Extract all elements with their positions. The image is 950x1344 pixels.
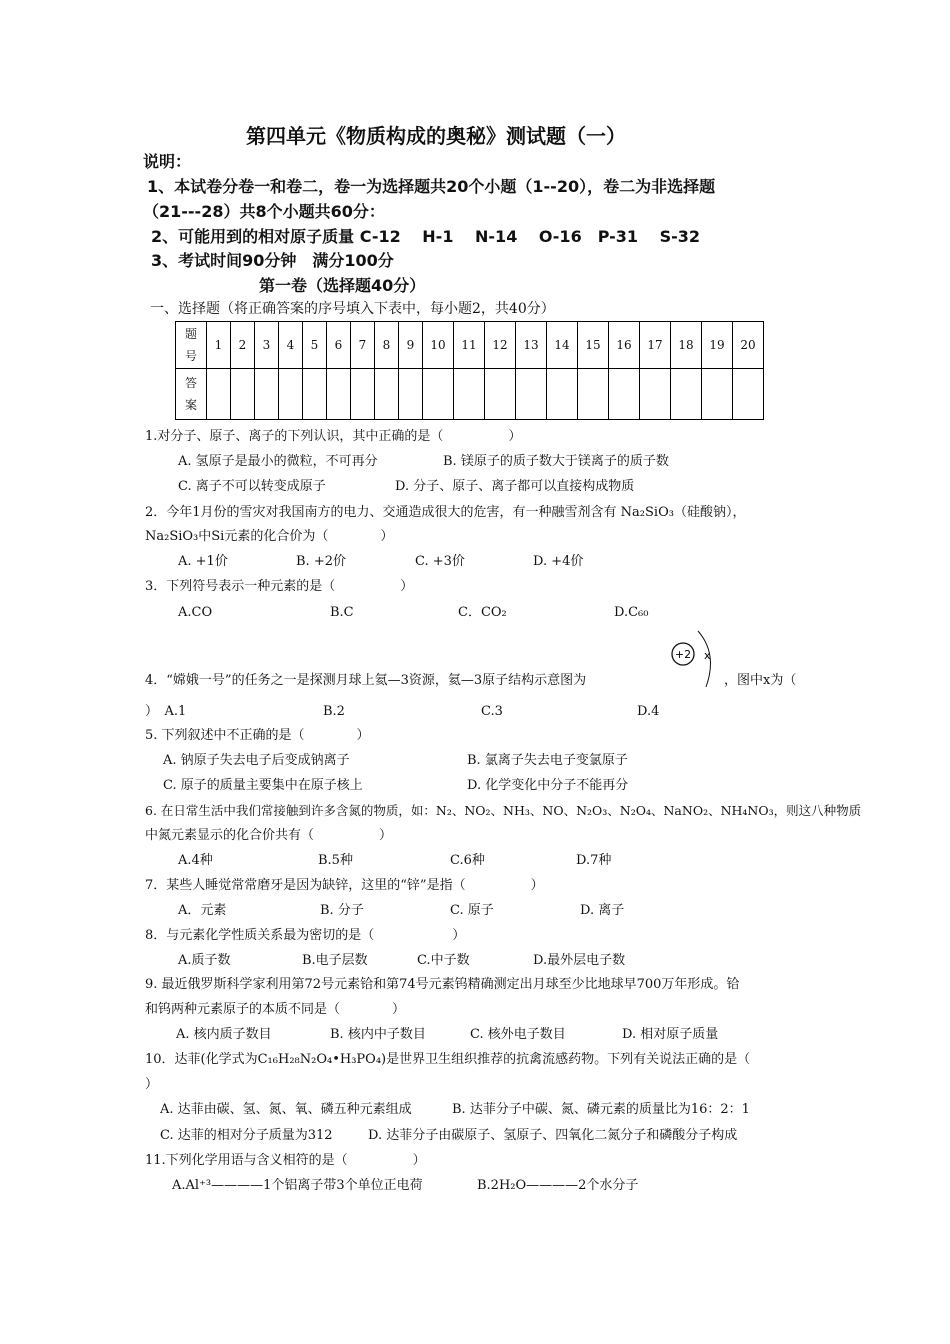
q3-stem: 3．下列符号表示一种元素的是（ ） [145, 579, 414, 594]
q6-stem-a: 6. 在日常生活中我们常接触到许多含氮的物质，如：N₂、NO₂、NH₃、NO、N₂O₃、N₂O₄、NaNO₂、NH₄NO₃，则这八种物质 [145, 803, 862, 818]
answer-cell[interactable] [578, 369, 609, 420]
q6-option-b: B.5种 [318, 853, 353, 868]
q1-option-c: C. 离子不可以转变成原子 [178, 479, 326, 494]
q2-option-b: B. +2价 [296, 554, 346, 569]
q7-option-d: D. 离子 [580, 903, 625, 918]
page-title: 第四单元《物质构成的奥秘》测试题（一） [246, 124, 626, 148]
number-cell: 20 [733, 322, 764, 369]
note-1b: （21---28）共8个小题共60分： [143, 202, 385, 221]
q3-option-b: B.C [330, 605, 354, 620]
number-cell: 17 [640, 322, 671, 369]
number-cell: 15 [578, 322, 609, 369]
number-cell: 2 [231, 322, 255, 369]
answer-cell[interactable] [423, 369, 454, 420]
number-row [176, 322, 764, 369]
number-cell: 6 [327, 322, 351, 369]
answer-cell[interactable] [279, 369, 303, 420]
q8-option-c: C.中子数 [417, 953, 470, 968]
q4-stem-a: 4．“嫦娥一号”的任务之一是探测月球上氦—3资源，氦—3原子结构示意图为 [145, 673, 587, 688]
q4-option-c: C.3 [481, 704, 503, 719]
q2-option-a: A. +1价 [178, 554, 228, 569]
number-cell: 12 [485, 322, 516, 369]
answer-cell[interactable] [702, 369, 733, 420]
q2-option-c: C. +3价 [415, 554, 465, 569]
q10-option-b: B. 达菲分子中碳、氮、磷元素的质量比为16：2：1 [452, 1102, 750, 1117]
q2-stem-b: Na₂SiO₃中Si元素的化合价为（ ） [145, 529, 394, 544]
q1-stem: 1.对分子、原子、离子的下列认识，其中正确的是（ ） [145, 429, 522, 444]
q5-option-a: A. 钠原子失去电子后变成钠离子 [163, 753, 350, 768]
q5-option-d: D. 化学变化中分子不能再分 [467, 778, 629, 793]
q5-option-c: C. 原子的质量主要集中在原子核上 [163, 778, 363, 793]
header-char: 题 [184, 327, 197, 341]
number-cell: 10 [423, 322, 454, 369]
q4-option-b: B.2 [323, 704, 345, 719]
notes-heading: 说明： [143, 152, 192, 171]
answer-cell[interactable] [399, 369, 423, 420]
answer-cell[interactable] [375, 369, 399, 420]
q7-option-c: C. 原子 [450, 903, 494, 918]
q10-stem-b: ） [145, 1077, 159, 1092]
q3-option-d: D.C₆₀ [614, 605, 649, 620]
q9-stem-a: 9. 最近俄罗斯科学家利用第72号元素铪和第74号元素钨精确测定出月球至少比地球早700万年形成。铪 [145, 977, 740, 992]
answer-cell[interactable] [640, 369, 671, 420]
answer-cell[interactable] [327, 369, 351, 420]
q10-stem-a: 10．达菲(化学式为C₁₆H₂₈N₂O₄•H₃PO₄)是世界卫生组织推荐的抗禽流感药物。下列有关说法正确的是（ [145, 1052, 751, 1067]
answer-cell[interactable] [454, 369, 485, 420]
q4-stem-b: ，图中x为（ [724, 673, 797, 688]
number-cell: 13 [516, 322, 547, 369]
section1-heading: 一、选择题（将正确答案的序号填入下表中，每小题2，共40分） [150, 301, 555, 317]
q10-option-a: A. 达菲由碳、氢、氮、氧、磷五种元素组成 [160, 1102, 412, 1117]
header-char: 号 [184, 349, 197, 363]
q7-option-a: A．元素 [178, 903, 227, 918]
q2-option-d: D. +4价 [533, 554, 584, 569]
number-cell: 14 [547, 322, 578, 369]
q6-stem-b: 中氮元素显示的化合价共有（ ） [145, 828, 393, 843]
q9-stem-b: 和钨两种元素原子的本质不同是（ ） [145, 1002, 406, 1017]
atom-structure-diagram [668, 625, 728, 695]
q5-option-b: B. 氯离子失去电子变氯原子 [467, 753, 628, 768]
number-cell: 9 [399, 322, 423, 369]
number-row-header [176, 322, 207, 369]
q9-option-d: D. 相对原子质量 [622, 1027, 719, 1042]
answer-cell[interactable] [485, 369, 516, 420]
q11-option-a: A.Al⁺³————1个铝离子带3个单位正电荷 [172, 1178, 423, 1193]
answer-cell[interactable] [351, 369, 375, 420]
nucleus-charge: +2 [674, 648, 692, 661]
answer-cell[interactable] [547, 369, 578, 420]
q10-option-d: D. 达菲分子由碳原子、氢原子、四氧化二氮分子和磷酸分子构成 [368, 1128, 738, 1143]
note-2: 2、可能用到的相对原子质量 C-12 H-1 N-14 O-16 P-31 S-32 [151, 227, 701, 246]
answer-table [175, 321, 764, 420]
q9-option-a: A. 核内质子数目 [176, 1027, 272, 1042]
q7-stem: 7．某些人睡觉常常磨牙是因为缺锌，这里的“锌”是指（ ） [145, 878, 544, 893]
number-cell: 5 [303, 322, 327, 369]
q7-option-b: B. 分子 [320, 903, 364, 918]
answer-cell[interactable] [733, 369, 764, 420]
q1-option-a: A. 氢原子是最小的微粒，不可再分 [178, 454, 378, 469]
number-cell: 8 [375, 322, 399, 369]
answer-cell[interactable] [255, 369, 279, 420]
q6-option-c: C.6种 [450, 853, 485, 868]
q10-option-c: C. 达菲的相对分子质量为312 [160, 1128, 333, 1143]
q11-option-b: B.2H₂O————2个水分子 [477, 1178, 639, 1193]
q2-stem-a: 2．今年1月份的雪灾对我国南方的电力、交通造成很大的危害，有一种融雪剂含有 Na₂SiO₃（硅酸钠）， [145, 505, 746, 520]
answer-cell[interactable] [231, 369, 255, 420]
header-char: 案 [184, 398, 197, 412]
number-cell: 1 [207, 322, 231, 369]
number-cell: 7 [351, 322, 375, 369]
answer-cell[interactable] [609, 369, 640, 420]
q6-option-a: A.4种 [178, 853, 213, 868]
q3-option-a: A.CO [178, 605, 213, 620]
q11-stem: 11.下列化学用语与含义相符的是（ ） [145, 1153, 426, 1168]
number-cell: 19 [702, 322, 733, 369]
q5-stem: 5. 下列叙述中不正确的是（ ） [145, 728, 370, 743]
answer-row-header [176, 369, 207, 420]
answer-row [176, 369, 764, 420]
q8-option-b: B.电子层数 [302, 953, 368, 968]
note-3: 3、考试时间90分钟 满分100分 [151, 251, 394, 270]
number-cell: 4 [279, 322, 303, 369]
note-1: 1、本试卷分卷一和卷二，卷一为选择题共20个小题（1--20），卷二为非选择题 [147, 177, 716, 196]
header-char: 答 [184, 376, 197, 390]
q3-option-c: C．CO₂ [458, 605, 507, 620]
q8-stem: 8．与元素化学性质关系最为密切的是（ ） [145, 928, 466, 943]
part1-title: 第一卷（选择题40分） [259, 276, 426, 295]
q1-option-b: B. 镁原子的质子数大于镁离子的质子数 [443, 454, 669, 469]
q4-option-d: D.4 [637, 704, 660, 719]
answer-cell[interactable] [671, 369, 702, 420]
answer-cell[interactable] [516, 369, 547, 420]
q8-option-d: D.最外层电子数 [533, 953, 626, 968]
q9-option-c: C. 核外电子数目 [470, 1027, 566, 1042]
number-cell: 3 [255, 322, 279, 369]
q1-option-d: D. 分子、原子、离子都可以直接构成物质 [395, 479, 635, 494]
number-cell: 11 [454, 322, 485, 369]
q9-option-b: B. 核内中子数目 [330, 1027, 426, 1042]
number-cell: 18 [671, 322, 702, 369]
q4-option-a: ） A.1 [145, 704, 187, 719]
electron-count: x [704, 649, 711, 662]
q8-option-a: A.质子数 [178, 953, 231, 968]
answer-cell[interactable] [303, 369, 327, 420]
answer-cell[interactable] [207, 369, 231, 420]
number-cell: 16 [609, 322, 640, 369]
q6-option-d: D.7种 [576, 853, 612, 868]
